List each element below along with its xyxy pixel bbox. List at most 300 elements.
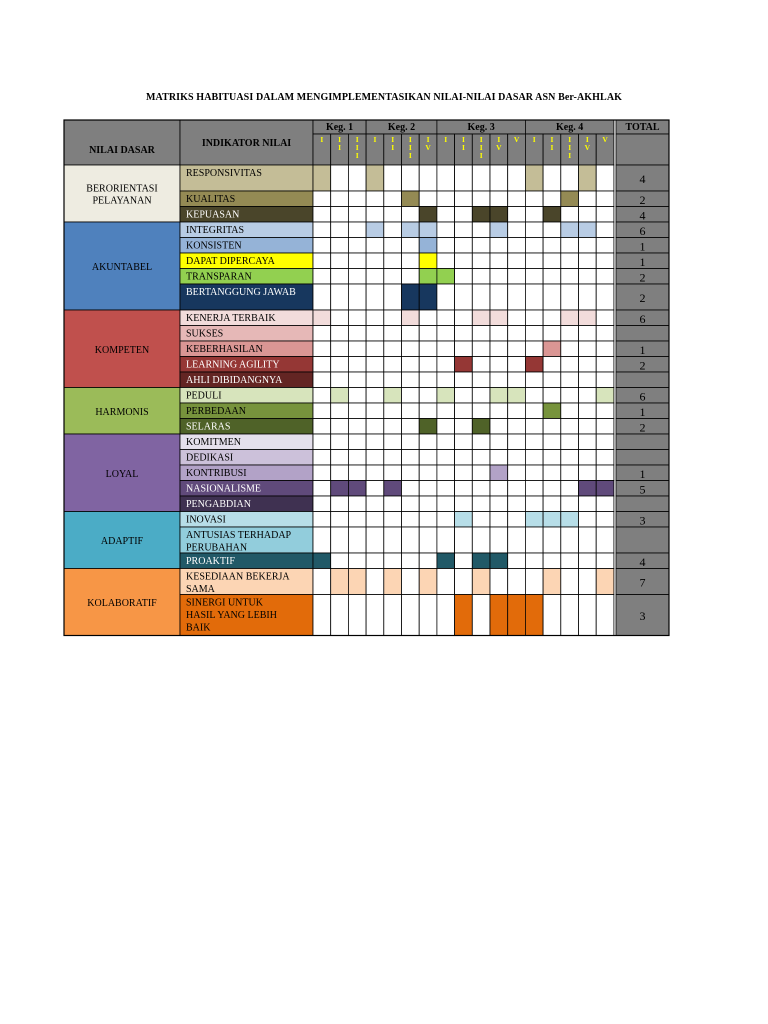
indikator-label: HASIL YANG LEBIH [186, 610, 277, 621]
matrix-cell [472, 403, 490, 419]
matrix-cell [455, 284, 473, 310]
matrix-cell [366, 269, 384, 285]
matrix-cell [402, 569, 420, 595]
matrix-cell [437, 326, 455, 342]
matrix-cell [490, 434, 508, 450]
indikator-label: PEDULI [186, 390, 222, 402]
matrix-cell [366, 326, 384, 342]
matrix-cell [561, 238, 579, 254]
matrix-cell [331, 253, 349, 269]
matrix-cell [348, 450, 366, 466]
matrix-cell [437, 496, 455, 512]
matrix-cell [348, 372, 366, 388]
matrix-cell [455, 341, 473, 357]
matrix-cell [543, 269, 561, 285]
matrix-cell [348, 238, 366, 254]
matrix-cell [313, 595, 331, 636]
matrix-cell [543, 595, 561, 636]
matrix-cell [366, 357, 384, 373]
matrix-cell [366, 372, 384, 388]
matrix-cell [561, 269, 579, 285]
matrix-cell [543, 496, 561, 512]
matrix-cell [561, 372, 579, 388]
filled-matrix-cell [543, 403, 561, 419]
matrix-cell [490, 372, 508, 388]
matrix-cell [331, 403, 349, 419]
total-cell [616, 372, 669, 388]
matrix-cell [455, 269, 473, 285]
sub-header-label: I I [391, 135, 395, 152]
matrix-cell [366, 284, 384, 310]
matrix-cell [579, 434, 597, 450]
matrix-cell [543, 465, 561, 481]
filled-matrix-cell [348, 569, 366, 595]
matrix-cell [472, 372, 490, 388]
matrix-cell [348, 403, 366, 419]
matrix-cell [455, 553, 473, 569]
sub-header-label: I I I [408, 135, 412, 160]
matrix-cell [402, 403, 420, 419]
matrix-cell [525, 465, 543, 481]
matrix-cell [331, 465, 349, 481]
matrix-cell [313, 238, 331, 254]
filled-matrix-cell [313, 553, 331, 569]
matrix-cell [402, 527, 420, 553]
filled-matrix-cell [596, 481, 614, 497]
matrix-cell [543, 357, 561, 373]
matrix-cell [561, 465, 579, 481]
nilai-dasar-label: KOLABORATIF [87, 598, 157, 609]
matrix-cell [366, 388, 384, 404]
total-value: 5 [639, 482, 646, 497]
matrix-cell [384, 269, 402, 285]
matrix-cell [472, 253, 490, 269]
total-value: 2 [639, 358, 646, 373]
matrix-cell [525, 222, 543, 238]
matrix-cell [543, 222, 561, 238]
matrix-cell [402, 512, 420, 528]
matrix-cell [596, 253, 614, 269]
matrix-cell [543, 310, 561, 326]
matrix-cell [508, 357, 526, 373]
matrix-cell [402, 595, 420, 636]
matrix-cell [525, 553, 543, 569]
filled-matrix-cell [472, 310, 490, 326]
matrix-cell [472, 388, 490, 404]
filled-matrix-cell [437, 388, 455, 404]
filled-matrix-cell [384, 388, 402, 404]
matrix-cell [561, 553, 579, 569]
matrix-cell [331, 512, 349, 528]
matrix-cell [490, 253, 508, 269]
matrix-cell [419, 191, 437, 207]
filled-matrix-cell [525, 357, 543, 373]
matrix-cell [543, 388, 561, 404]
matrix-cell [579, 357, 597, 373]
filled-matrix-cell [419, 207, 437, 223]
matrix-cell [472, 191, 490, 207]
sub-header-label: I V [584, 135, 591, 152]
matrix-cell [525, 481, 543, 497]
matrix-cell [402, 481, 420, 497]
matrix-cell [419, 465, 437, 481]
total-cell [616, 527, 669, 553]
filled-matrix-cell [543, 207, 561, 223]
total-value: 7 [639, 575, 646, 590]
matrix-cell [348, 527, 366, 553]
filled-matrix-cell [525, 595, 543, 636]
filled-matrix-cell [490, 553, 508, 569]
filled-matrix-cell [543, 512, 561, 528]
matrix-cell [508, 284, 526, 310]
matrix-cell [455, 372, 473, 388]
filled-matrix-cell [490, 465, 508, 481]
matrix-cell [472, 269, 490, 285]
matrix-cell [313, 434, 331, 450]
total-value: 1 [639, 466, 646, 481]
filled-matrix-cell [419, 253, 437, 269]
matrix-cell [472, 527, 490, 553]
matrix-cell [313, 207, 331, 223]
sub-header-label: I I I [479, 135, 483, 160]
matrix-cell [348, 595, 366, 636]
matrix-cell [525, 569, 543, 595]
filled-matrix-cell [419, 419, 437, 435]
matrix-cell [366, 595, 384, 636]
total-value: 1 [639, 342, 646, 357]
matrix-cell [525, 191, 543, 207]
matrix-cell [437, 310, 455, 326]
matrix-cell [490, 527, 508, 553]
matrix-cell [472, 496, 490, 512]
matrix-cell [455, 434, 473, 450]
matrix-cell [455, 388, 473, 404]
matrix-cell [525, 419, 543, 435]
matrix-cell [384, 357, 402, 373]
total-value: 6 [639, 389, 646, 404]
total-value: 3 [639, 609, 646, 623]
matrix-cell [525, 372, 543, 388]
indikator-label: KENERJA TERBAIK [186, 313, 276, 324]
matrix-cell [384, 595, 402, 636]
matrix-cell [455, 496, 473, 512]
matrix-cell [472, 450, 490, 466]
nilai-dasar-label: KOMPETEN [94, 344, 150, 356]
sub-header-label: V [513, 135, 520, 144]
matrix-cell [596, 403, 614, 419]
filled-matrix-cell [384, 569, 402, 595]
filled-matrix-cell [525, 165, 543, 191]
matrix-cell [525, 403, 543, 419]
matrix-cell [366, 341, 384, 357]
filled-matrix-cell [561, 310, 579, 326]
indikator-label: INTEGRITAS [186, 225, 245, 236]
header-total: TOTAL [625, 122, 660, 133]
matrix-cell [508, 238, 526, 254]
nilai-dasar-label: LOYAL [105, 468, 139, 480]
matrix-cell [384, 310, 402, 326]
matrix-cell [366, 496, 384, 512]
total-cell [616, 434, 669, 450]
matrix-cell [313, 569, 331, 595]
matrix-cell [472, 595, 490, 636]
matrix-cell [348, 253, 366, 269]
matrix-cell [384, 527, 402, 553]
matrix-cell [348, 165, 366, 191]
total-value: 1 [639, 254, 646, 269]
matrix-cell [437, 253, 455, 269]
total-value: 1 [639, 404, 646, 419]
matrix-cell [348, 419, 366, 435]
filled-matrix-cell [437, 553, 455, 569]
matrix-cell [596, 419, 614, 435]
matrix-cell [508, 553, 526, 569]
matrix-cell [384, 512, 402, 528]
filled-matrix-cell [472, 207, 490, 223]
matrix-cell [419, 388, 437, 404]
nilai-dasar-label: AKUNTABEL [91, 262, 153, 273]
matrix-cell [455, 165, 473, 191]
matrix-cell [331, 372, 349, 388]
matrix-cell [561, 450, 579, 466]
matrix-cell [561, 165, 579, 191]
matrix-cell [543, 284, 561, 310]
filled-matrix-cell [472, 419, 490, 435]
matrix-cell [313, 284, 331, 310]
matrix-cell [561, 434, 579, 450]
matrix-cell [490, 269, 508, 285]
matrix-cell [596, 238, 614, 254]
matrix-cell [508, 310, 526, 326]
matrix-cell [384, 465, 402, 481]
filled-matrix-cell [490, 595, 508, 636]
matrix-cell [596, 496, 614, 512]
matrix-cell [525, 238, 543, 254]
matrix-cell [596, 372, 614, 388]
matrix-cell [331, 238, 349, 254]
matrix-cell [348, 341, 366, 357]
matrix-cell [490, 341, 508, 357]
indikator-label: KOMITMEN [186, 437, 241, 448]
matrix-cell [561, 357, 579, 373]
filled-matrix-cell [402, 310, 420, 326]
matrix-cell [437, 403, 455, 419]
matrix-cell [596, 222, 614, 238]
matrix-cell [525, 253, 543, 269]
kegiatan-label-2: Keg. 2 [387, 122, 416, 133]
matrix-cell [437, 191, 455, 207]
matrix-cell [490, 450, 508, 466]
filled-matrix-cell [508, 388, 526, 404]
matrix-cell [596, 310, 614, 326]
indikator-label: SINERGI UNTUK [186, 597, 263, 609]
header-indikator-nilai: INDIKATOR NILAI [201, 138, 292, 149]
matrix-cell [596, 191, 614, 207]
matrix-cell [402, 326, 420, 342]
matrix-cell [437, 434, 455, 450]
filled-matrix-cell [331, 569, 349, 595]
matrix-cell [366, 512, 384, 528]
matrix-cell [561, 569, 579, 595]
matrix-cell [419, 165, 437, 191]
matrix-cell [331, 191, 349, 207]
matrix-cell [366, 527, 384, 553]
indikator-label: INOVASI [186, 514, 226, 526]
matrix-cell [366, 207, 384, 223]
filled-matrix-cell [490, 310, 508, 326]
matrix-cell [331, 341, 349, 357]
matrix-cell [437, 341, 455, 357]
matrix-cell [579, 569, 597, 595]
matrix-cell [313, 403, 331, 419]
matrix-cell [313, 191, 331, 207]
matrix-cell [366, 310, 384, 326]
matrix-cell [508, 253, 526, 269]
matrix-cell [579, 496, 597, 512]
header-nilai-dasar: NILAI DASAR [89, 145, 155, 156]
matrix-cell [561, 527, 579, 553]
matrix-cell [419, 403, 437, 419]
matrix-cell [455, 222, 473, 238]
filled-matrix-cell [402, 284, 420, 310]
filled-matrix-cell [472, 569, 490, 595]
matrix-cell [543, 450, 561, 466]
matrix-cell [313, 496, 331, 512]
matrix-cell [543, 238, 561, 254]
matrix-cell [525, 496, 543, 512]
matrix-cell [579, 326, 597, 342]
indikator-label: PENGABDIAN [186, 499, 251, 510]
matrix-cell [384, 372, 402, 388]
total-value: 2 [639, 192, 646, 207]
matrix-cell [525, 207, 543, 223]
matrix-cell [366, 419, 384, 435]
matrix-cell [366, 569, 384, 595]
matrix-cell [384, 434, 402, 450]
total-value: 4 [639, 554, 646, 569]
matrix-cell [472, 341, 490, 357]
matrix-cell [384, 419, 402, 435]
indikator-label: PROAKTIF [186, 556, 235, 567]
matrix-cell [561, 253, 579, 269]
matrix-cell [384, 222, 402, 238]
sub-header-label: I I [338, 135, 342, 152]
matrix-cell [596, 553, 614, 569]
matrix-cell [561, 326, 579, 342]
matrix-cell [490, 284, 508, 310]
matrix-cell [419, 310, 437, 326]
matrix-cell [313, 357, 331, 373]
matrix-cell [596, 595, 614, 636]
matrix-cell [384, 191, 402, 207]
matrix-cell [384, 165, 402, 191]
matrix-cell [579, 465, 597, 481]
matrix-cell [508, 434, 526, 450]
matrix-cell [348, 553, 366, 569]
kegiatan-label-3: Keg. 3 [467, 122, 495, 133]
filled-matrix-cell [419, 284, 437, 310]
matrix-cell [472, 284, 490, 310]
matrix-cell [579, 450, 597, 466]
matrix-cell [402, 238, 420, 254]
matrix-cell [543, 481, 561, 497]
matrix-cell [490, 357, 508, 373]
indikator-label: SUKSES [186, 328, 224, 340]
matrix-cell [331, 284, 349, 310]
matrix-cell [508, 569, 526, 595]
matrix-cell [543, 253, 561, 269]
matrix-cell [525, 434, 543, 450]
matrix-cell [419, 553, 437, 569]
matrix-cell [437, 207, 455, 223]
matrix-cell [402, 450, 420, 466]
matrix-cell [543, 165, 561, 191]
indikator-label: KUALITAS [186, 194, 236, 205]
matrix-cell [313, 527, 331, 553]
matrix-cell [472, 238, 490, 254]
matrix-cell [579, 388, 597, 404]
total-value: 2 [639, 420, 646, 435]
matrix-cell [419, 595, 437, 636]
sub-header-label: I V [425, 135, 431, 152]
matrix-cell [348, 310, 366, 326]
filled-matrix-cell [579, 165, 597, 191]
matrix-cell [331, 326, 349, 342]
matrix-cell [331, 434, 349, 450]
matrix-cell [561, 284, 579, 310]
filled-matrix-cell [490, 207, 508, 223]
filled-matrix-cell [508, 595, 526, 636]
matrix-cell [348, 434, 366, 450]
sub-header-label: I I [461, 135, 465, 152]
matrix-cell [366, 238, 384, 254]
matrix-cell [419, 481, 437, 497]
indikator-label: BAIK [186, 622, 211, 634]
matrix-cell [313, 450, 331, 466]
matrix-cell [402, 341, 420, 357]
indikator-label: TRANSPARAN [186, 271, 252, 283]
matrix-cell [384, 207, 402, 223]
filled-matrix-cell [331, 388, 349, 404]
indikator-label: KEBERHASILAN [186, 344, 263, 355]
filled-matrix-cell [561, 191, 579, 207]
sub-header-label: I I I [355, 135, 359, 160]
matrix-cell [508, 372, 526, 388]
matrix-cell [384, 403, 402, 419]
filled-matrix-cell [579, 222, 597, 238]
kegiatan-label-1: Keg. 1 [325, 122, 354, 133]
matrix-cell [596, 207, 614, 223]
matrix-cell [437, 222, 455, 238]
matrix-cell [490, 569, 508, 595]
matrix-cell [543, 326, 561, 342]
matrix-cell [384, 238, 402, 254]
total-cell [616, 496, 669, 512]
matrix-cell [384, 326, 402, 342]
matrix-cell [437, 372, 455, 388]
header-total-sub-cell [616, 134, 669, 165]
matrix-cell [313, 372, 331, 388]
matrix-cell [525, 326, 543, 342]
matrix-cell [455, 450, 473, 466]
matrix-cell [402, 553, 420, 569]
matrix-cell [455, 419, 473, 435]
matrix-cell [508, 326, 526, 342]
matrix-cell [331, 419, 349, 435]
matrix-cell [331, 222, 349, 238]
matrix-cell [596, 326, 614, 342]
filled-matrix-cell [419, 238, 437, 254]
